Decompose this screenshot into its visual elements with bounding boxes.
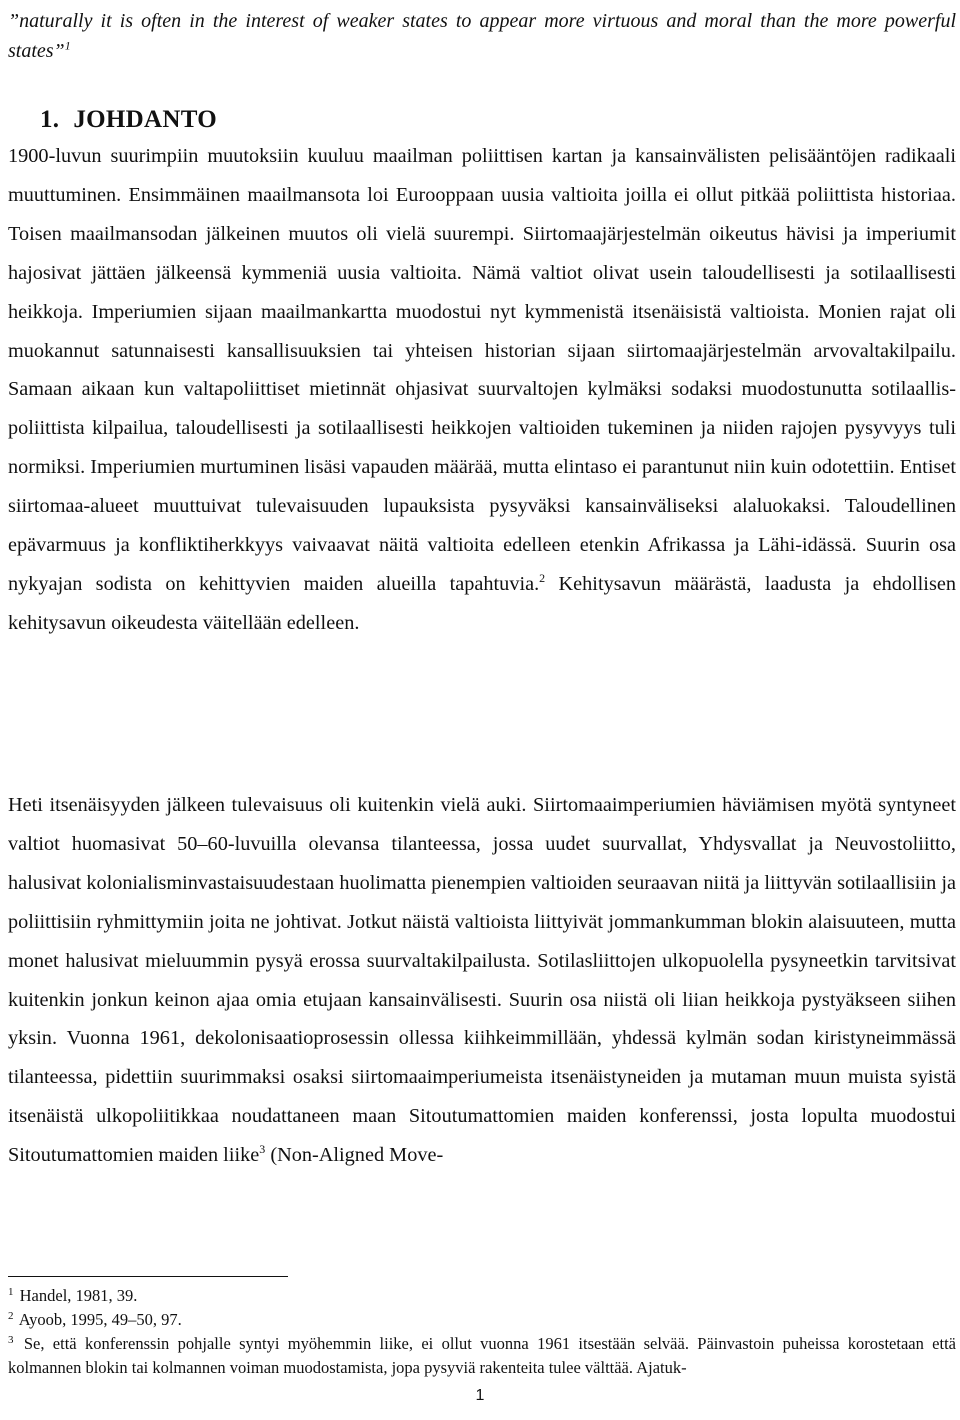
footnote-text: Ayoob, 1995, 49–50, 97.	[18, 1310, 182, 1329]
footnote-number: 3	[8, 1333, 14, 1346]
paragraph-1-footnote-ref: 2	[539, 571, 546, 586]
paragraph-2-text-a: Heti itsenäisyyden jälkeen tulevaisuus oli kuitenkin vielä auki. Siirtomaaimperiumien häviämisen myötä syntyneet valtiot huomasivat 50–60-luvuilla olevansa tilanteessa, jossa uudet suurvallat, Yhdysvallat ja Neuvostoliitto, halusivat kolonialisminvastaisuudestaan huolimatta pienempien valtioiden seuraavan niitä ja liittyvän sotilaallisiin ja poliittisiin ryhmittymiin joita ne johtivat. Jotkut näistä valtioista liittyivät jommankumman blokin alaisuuteen, mutta monet halusivat mieluummin pysyä erossa suurvaltakilpailusta. Sotilasliittojen ulkopuolella pysyneetkin tarvitsivat kuitenkin jonkun keinon ajaa omia etujaan kansainvälisesti. Suurin osa niistä oli liian heikkoja pystyäkseen siihen yksin. Vuonna 1961, dekolonisaatioprosessin ollessa kiihkeimmillään, yhdessä kylmän sodan kiristyneimmässä tilanteessa, pidettiin suurimmaksi osaksi siirtomaaimperiumeista itsenäistyneiden ja mutaman muun muista syistä itsenäistä ulkopoliitikkaa noudattaneen maan Sitoutumattomien maiden konferenssi, josta lopulta muodostui Sitoutumattomien maiden liike	[8, 794, 956, 1167]
paragraph-2-footnote-ref: 3	[259, 1142, 266, 1157]
footnote-item	[8, 1284, 956, 1308]
epigraph-quote	[8, 6, 956, 66]
page-number: 1	[475, 1387, 485, 1404]
footnote-number: 2	[8, 1309, 14, 1322]
section-heading	[40, 104, 217, 136]
footnote-item	[8, 1332, 956, 1380]
paragraph-2-text-b: (Non-Aligned Move-	[270, 1144, 444, 1167]
epigraph-footnote-ref: 1	[64, 38, 71, 53]
body-paragraph-2	[8, 786, 956, 1175]
paragraph-1-text-a: 1900-luvun suurimpiin muutoksiin kuuluu maailman poliittisen kartan ja kansainvälisten pelisääntöjen radikaali muuttuminen. Ensimmäinen maailmansota loi Eurooppaan uusia valtioita joilla ei ollut pitkää poliittista historiaa. Toisen maailmansodan jälkeinen muutos oli vielä suurempi. Siirtomaajärjestelmän oikeutus hävisi ja imperiumit hajosivat jättäen jälkeensä kymmeniä uusia valtioita. Nämä valtiot olivat usein taloudellisesti ja sotilaallisesti heikkoja. Imperiumien sijaan maailmankartta muodostui nyt kymmenistä itsenäisistä valtioista. Monien rajat oli muokannut satunnaisesti kansallisuuksien tai yhteisen historian sijaan siirtomaajärjestelmän arvovaltakilpailu. Samaan aikaan kun valtapoliittiset mietinnät ohjasivat suurvaltojen kylmäksi sodaksi muodostunutta sotilaallis-poliittista kilpailua, taloudellisesti ja sotilaallisesti heikkojen valtioiden tukeminen ja niiden rajojen pysyvyys tuli normiksi. Imperiumien murtuminen lisäsi vapauden määrää, mutta elintaso ei parantunut niin kuin odotettiin. Entiset siirtomaa-alueet muuttuivat tulevaisuuden lupauksista pysyväksi kansainväliseksi alaluokaksi. Taloudellinen epävarmuus ja konfliktiherkkyys vaivaavat näitä valtioita edelleen etenkin Afrikassa ja Lähi-idässä. Suurin osa nykyajan sodista on kehittyvien maiden alueilla tapahtuvia.	[8, 145, 956, 595]
footnote-number: 1	[8, 1285, 14, 1298]
footnote-divider	[8, 1276, 288, 1277]
footnote-item	[8, 1308, 956, 1332]
footnotes	[8, 1284, 956, 1380]
section-title: JOHDANTO	[73, 106, 217, 133]
epigraph-text: ”naturally it is often in the interest of weaker states to appear more virtuous and moral than the more powerful states”	[8, 10, 956, 62]
paragraph-1-text-b: Kehitysavun määrästä, laadusta ja ehdollisen kehitysavun oikeudesta väitellään edelleen.	[8, 572, 956, 634]
body-paragraph-1	[8, 137, 956, 643]
footnote-text: Se, että konferenssin pohjalle syntyi myöhemmin liike, ei ollut vuonna 1961 itsestään selvää. Päinvastoin puheissa korostetaan että kolmannen blokin tai kolmannen voiman muodostamista, jopa pysyviä rakenteita tulee välttää. Ajatuk-	[8, 1334, 956, 1377]
section-number: 1.	[40, 106, 60, 133]
footnote-text: Handel, 1981, 39.	[19, 1286, 138, 1305]
